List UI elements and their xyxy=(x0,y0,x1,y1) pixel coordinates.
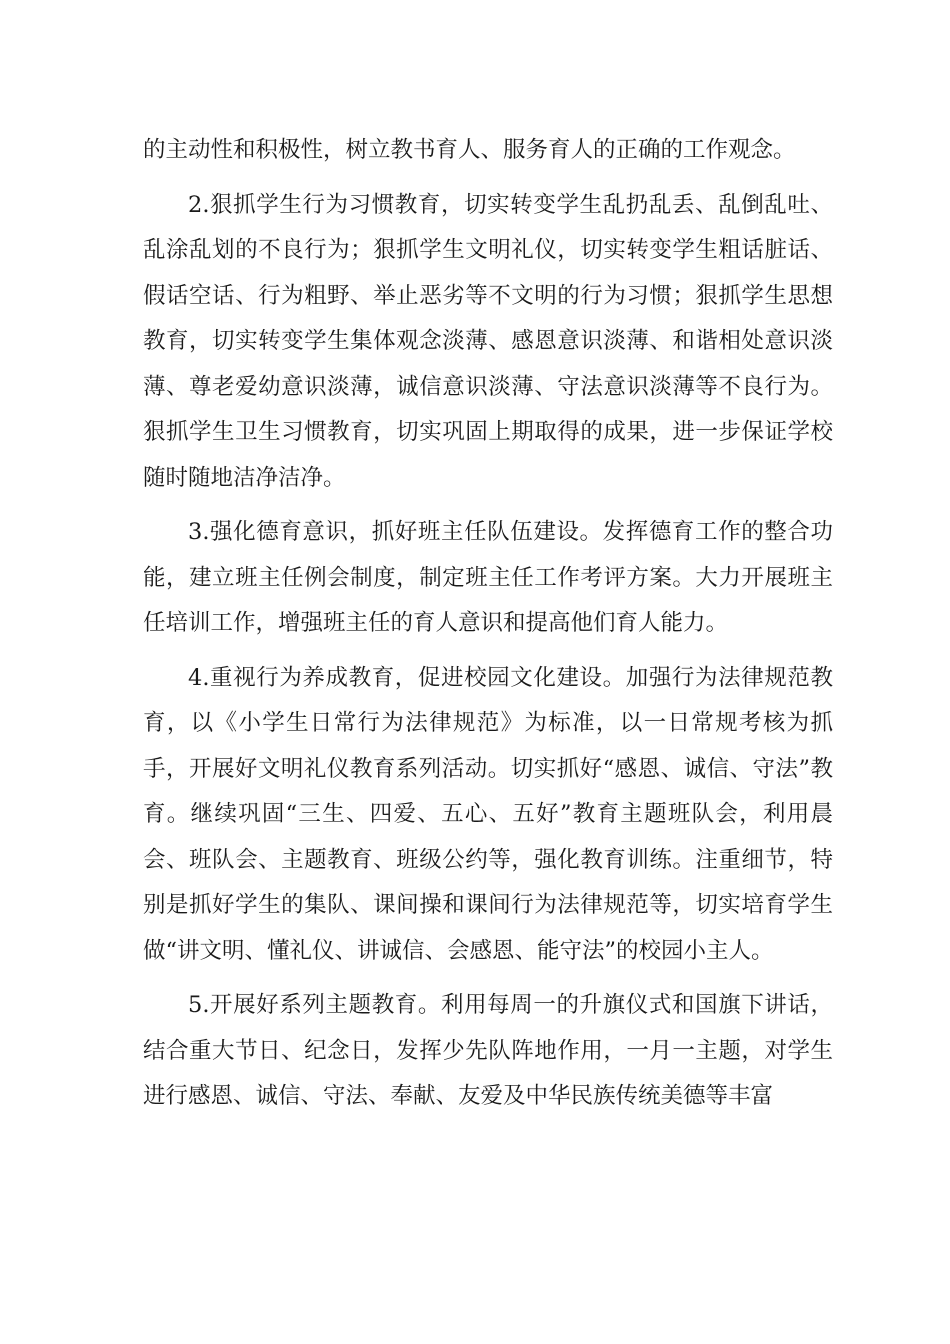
paragraph-item-2: 2.狠抓学生行为习惯教育，切实转变学生乱扔乱丢、乱倒乱吐、乱涂乱划的不良行为；狠抓学生文明礼仪，切实转变学生粗话脏话、假话空话、行为粗野、举止恶劣等不文明的行为习惯；狠抓学生思想教育，切实转变学生集体观念淡薄、感恩意识淡薄、和谐相处意识淡薄、尊老爱幼意识淡薄，诚信意识淡薄、守法意识淡薄等不良行为。狠抓学生卫生习惯教育，切实巩固上期取得的成果，进一步保证学校随时随地洁净洁净。 xyxy=(143,191,833,491)
paragraph-item-3: 3.强化德育意识，抓好班主任队伍建设。发挥德育工作的整合功能，建立班主任例会制度，制定班主任工作考评方案。大力开展班主任培训工作，增强班主任的育人意识和提高他们育人能力。 xyxy=(143,519,833,636)
paragraph-continuation: 的主动性和积极性，树立教书育人、服务育人的正确的工作观念。 xyxy=(143,137,796,163)
paragraph-item-4: 4.重视行为养成教育，促进校园文化建设。加强行为法律规范教育，以《小学生日常行为法律规范》为标准，以一日常规考核为抓手，开展好文明礼仪教育系列活动。切实抓好“感恩、诚信、守法”教育。继续巩固“三生、四爱、五心、五好”教育主题班队会，利用晨会、班队会、主题教育、班级公约等，强化教育训练。注重细节，特别是抓好学生的集队、课间操和课间行为法律规范等，切实培育学生做“讲文明、懂礼仪、讲诚信、会感恩、能守法”的校园小主人。 xyxy=(143,664,833,964)
document-page xyxy=(143,128,833,1120)
paragraph-item-5: 5.开展好系列主题教育。利用每周一的升旗仪式和国旗下讲话，结合重大节日、纪念日，发挥少先队阵地作用，一月一主题，对学生进行感恩、诚信、守法、奉献、友爱及中华民族传统美德等丰富 xyxy=(143,992,833,1109)
